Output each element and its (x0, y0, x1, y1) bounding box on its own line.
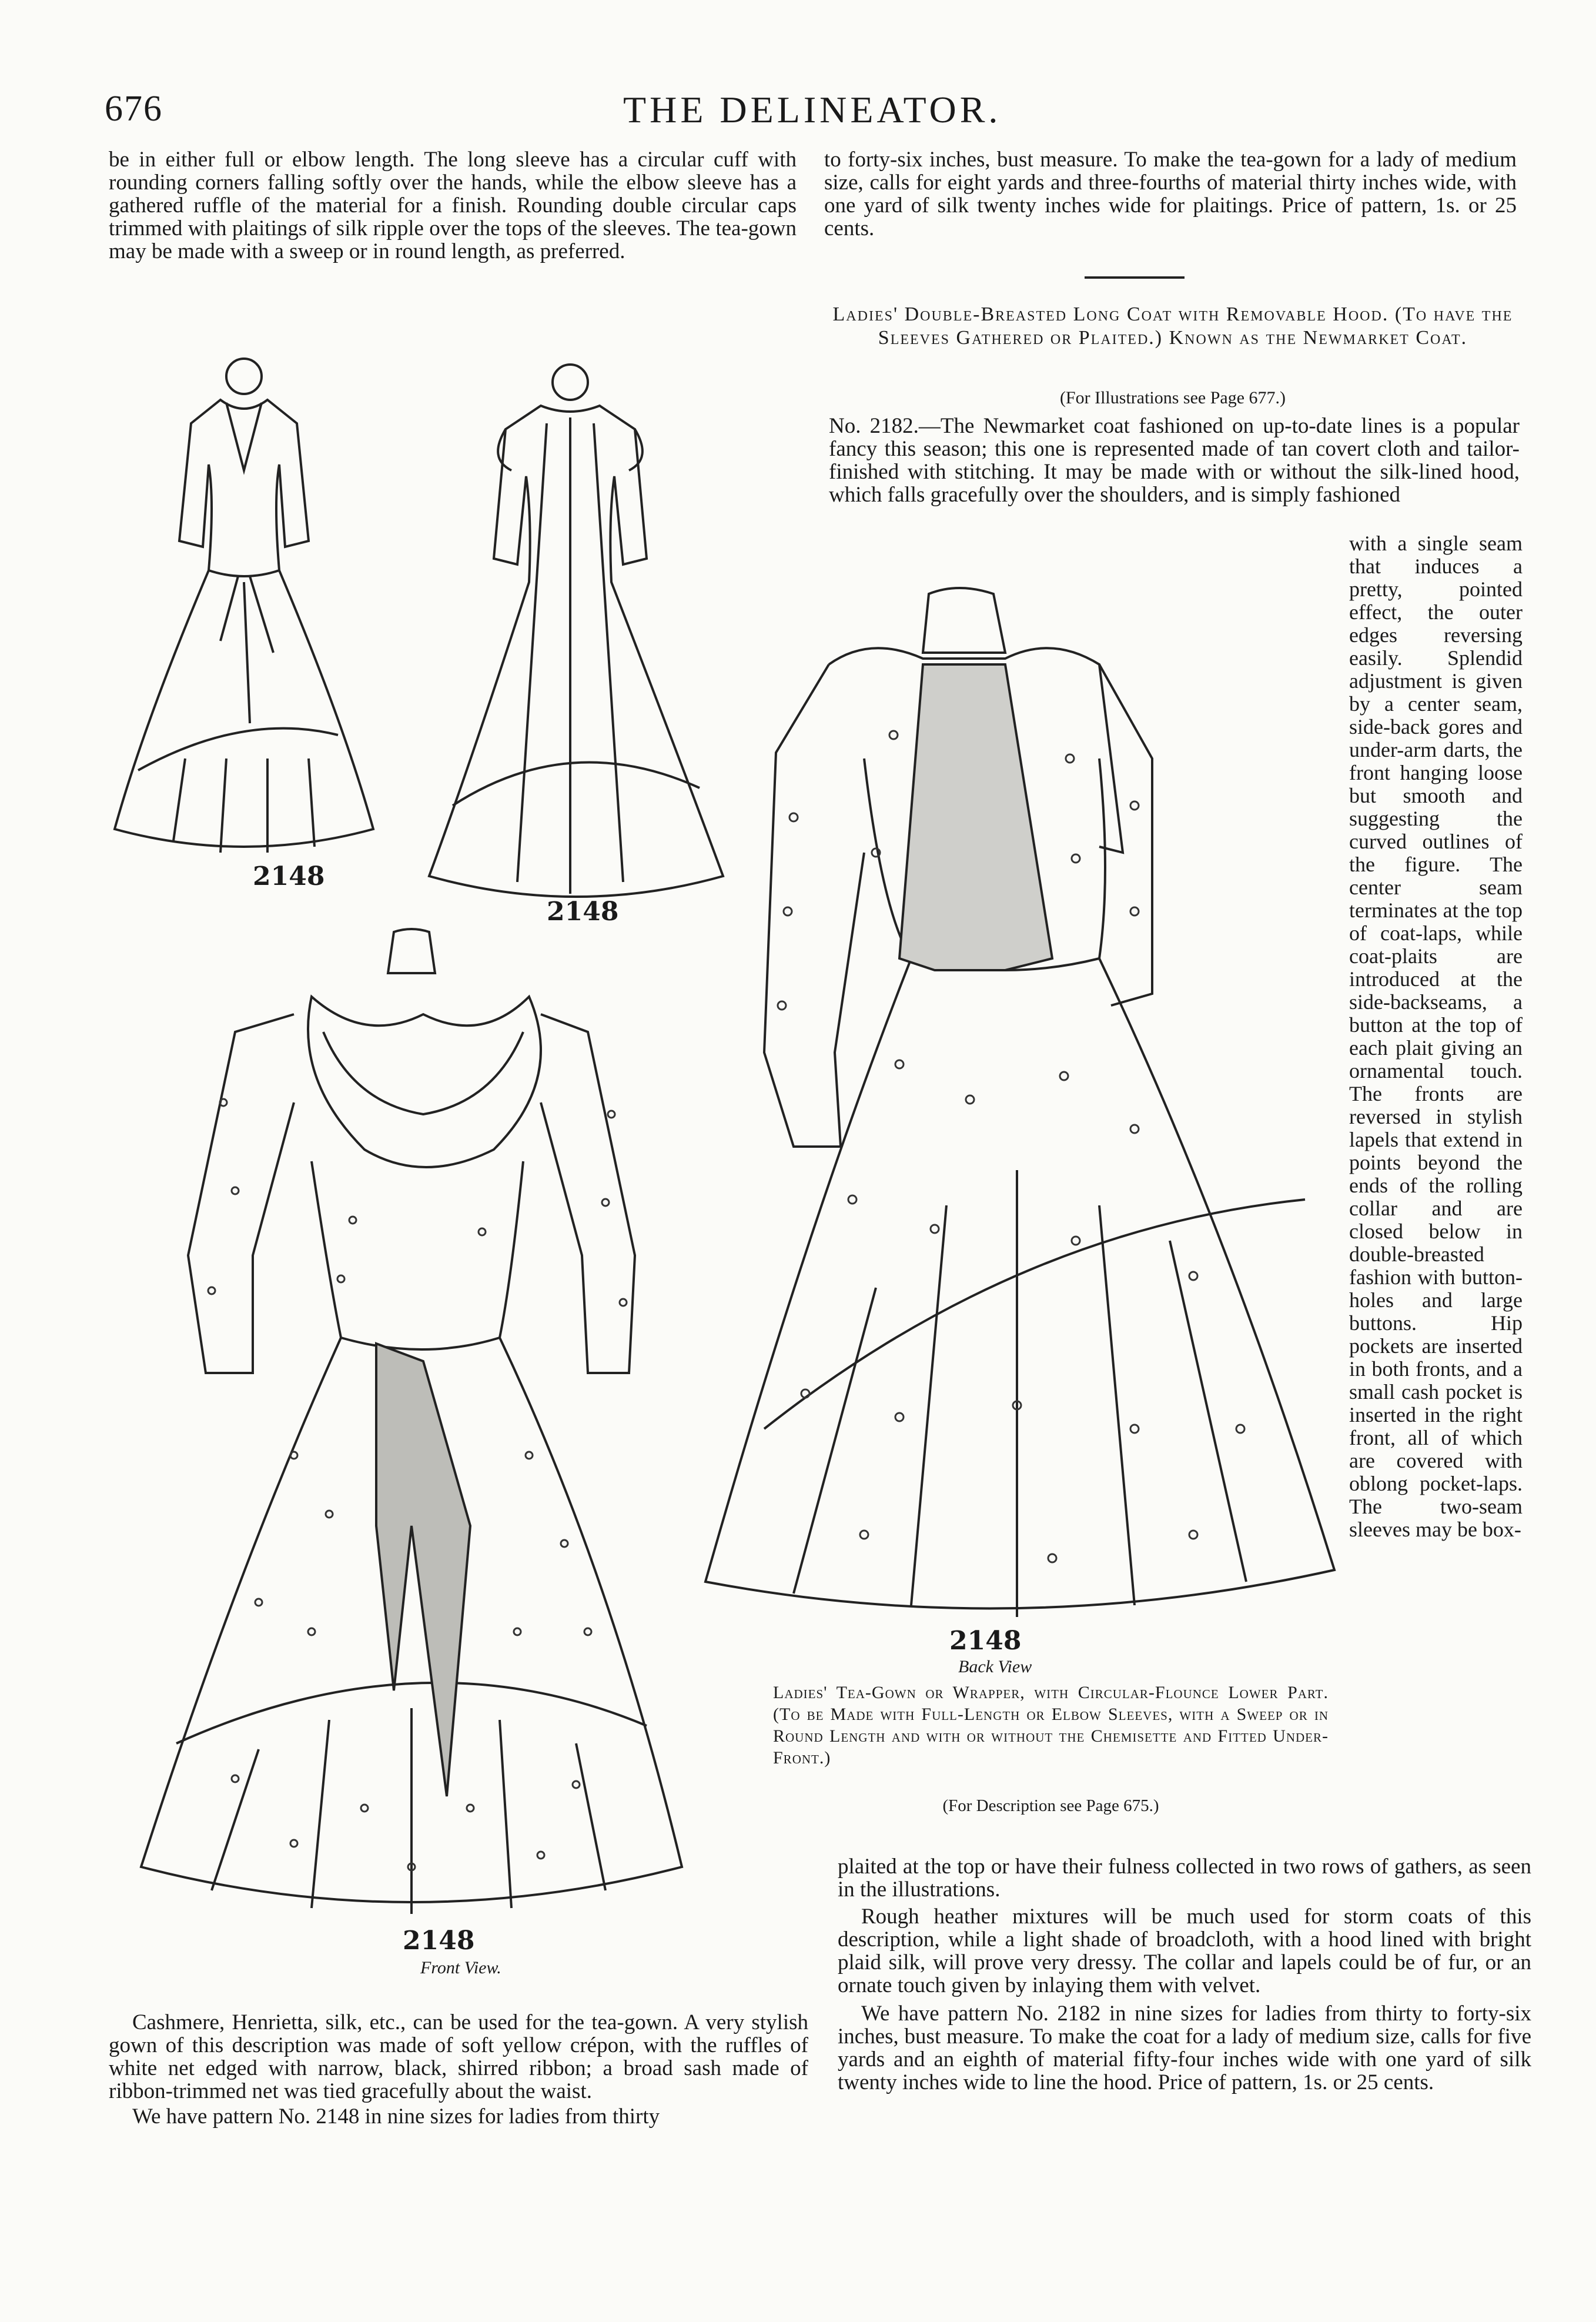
description-reference: (For Description see Page 675.) (942, 1796, 1159, 1815)
small-back-figure-number: 2148 (547, 897, 619, 927)
tea-gown-materials-paragraph: Cashmere, Henrietta, silk, etc., can be used for the tea-gown. A very stylish gown of this description was made of soft yellow crépon, with the ruffles of white net edged with narrow, black, shirred ribbon; a broad sash made of ribbon-trimmed net was tied gracefully about the waist. (109, 2010, 808, 2103)
back-view-illustration (688, 582, 1352, 1629)
left-top-paragraph: be in either full or elbow length. The long sleeve has a circular cuff with rounding corners falling softly over the hands, while the elbow sleeve has a gathered ruffle of the material for a finish. Rounding double circular caps trimmed with plaitings of silk ripple over the tops of the sleeves. The tea-gown may be made with a sweep or in round length, as preferred. (109, 148, 797, 263)
front-view-label: Front View. (420, 1958, 501, 1977)
figure-caption: Ladies' Tea-Gown or Wrapper, with Circular-Flounce Lower Part. (To be Made with Full-Length or Elbow Sleeves, with a Sweep or in Round Length and with or without the Chemisette and Fitted Under-Front.) (773, 1683, 1329, 1768)
coat-paragraph-3: We have pattern No. 2182 in nine sizes for ladies from thirty to forty-six inches, bust measure. To make the coat for a lady of medium size, calls for five yards and an eighth of material fifty-four inches wide with one yard of silk twenty inches wide to line the hood. Price of pattern, 1s. or 25 cents. (838, 2002, 1531, 2094)
small-front-figure-number: 2148 (253, 861, 325, 891)
coat-narrow-column: with a single seam that induces a pretty, pointed effect, the outer edges reversing easily. Splendid adjustment is given by a center seam, side-back gores and under-arm darts, the front hanging loose but smooth and suggesting the curved outlines of the figure. The center seam terminates at the top of coat-laps, while coat-plaits are introduced at the side-backseams, a button at the top of each plait giving an ornamental touch. The fronts are reversed in stylish lapels that extend in points beyond the ends of the rolling collar and are closed below in double-breasted fashion with button-holes and large buttons. Hip pockets are inserted in both fronts, and a small cash pocket is inserted in the right front, all of which are covered with oblong pocket-laps. The two-seam sleeves may be box- (1349, 532, 1523, 1541)
tea-gown-pattern-paragraph: We have pattern No. 2148 in nine sizes for ladies from thirty (132, 2104, 660, 2129)
back-figure-number: 2148 (949, 1626, 1022, 1656)
section-divider (1085, 276, 1185, 279)
back-view-label: Back View (958, 1657, 1032, 1676)
small-front-view-illustration (103, 347, 385, 876)
coat-paragraph-2: Rough heather mixtures will be much used for storm coats of this description, while a light shade of broadcloth, with a hood lined with bright plaid silk, will prove very dressy. The collar and lapels could be of fur, or an ornate touch given by inlaying them with velvet. (838, 1905, 1531, 1997)
right-top-paragraph: to forty-six inches, bust measure. To make the tea-gown for a lady of medium size, calls for eight yards and three-fourths of material thirty inches wide, with one yard of silk twenty inches wide for plaitings. Price of pattern, 1s. or 25 cents. (824, 148, 1517, 240)
page-number: 676 (105, 89, 163, 129)
front-figure-number: 2148 (403, 1926, 475, 1956)
front-view-illustration (118, 926, 705, 1937)
coat-article-heading: Ladies' Double-Breasted Long Coat with Removable Hood. (To have the Sleeves Gathered or Plaited.) Known as the Newmarket Coat. (832, 303, 1513, 349)
coat-intro-paragraph: No. 2182.—The Newmarket coat fashioned on up-to-date lines is a popular fancy this season; this one is represented made of tan covert cloth and tailor-finished with stitching. It may be made with or without the silk-lined hood, which falls gracefully over the shoulders, and is simply fashioned (829, 414, 1520, 507)
illustrations-reference: (For Illustrations see Page 677.) (1059, 388, 1286, 407)
masthead: THE DELINEATOR. (623, 89, 1002, 131)
coat-continuation: plaited at the top or have their fulness collected in two rows of gathers, as seen in the illustrations. (838, 1855, 1531, 1902)
